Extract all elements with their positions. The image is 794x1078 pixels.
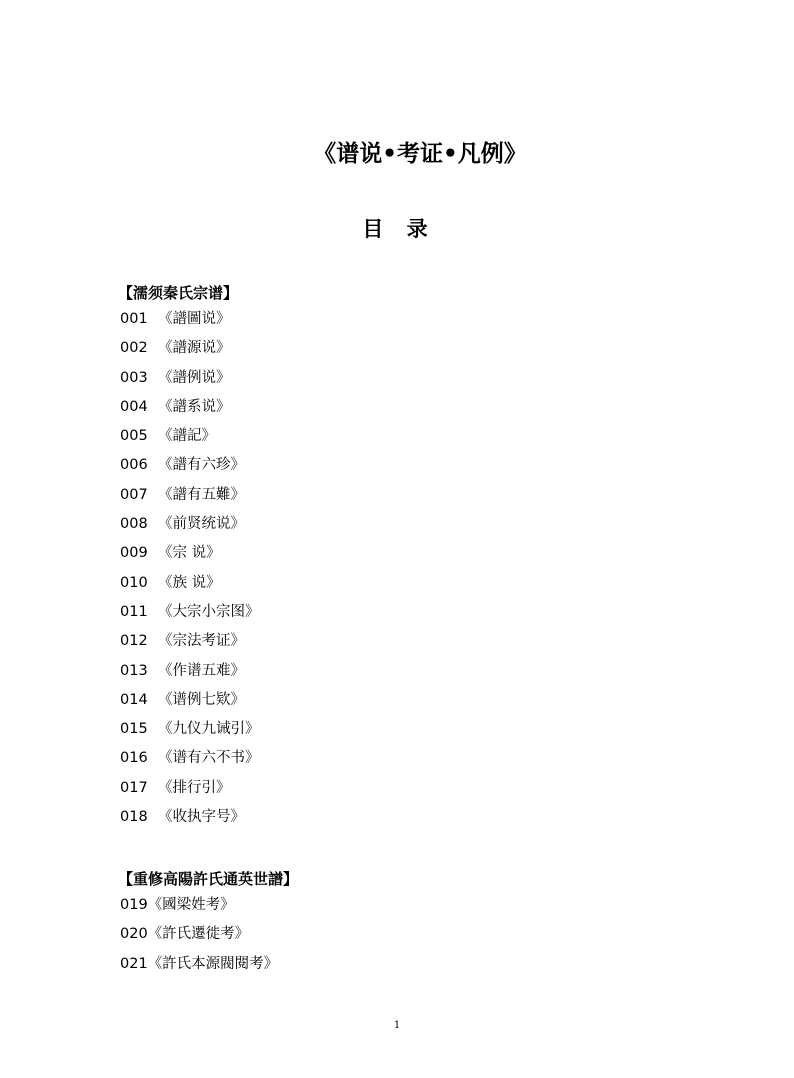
toc-entry-title: 《譜源说》 [158, 340, 231, 357]
toc-entry-number: 007 [120, 486, 148, 503]
toc-entry-number: 004 [120, 398, 148, 415]
toc-entry [120, 774, 720, 803]
toc-entry-number: 014 [120, 691, 148, 708]
section-heading: 【濡须秦氏宗谱】 [118, 284, 239, 302]
toc-entry [120, 569, 720, 598]
toc-entry-title: 《譜記》 [158, 428, 216, 445]
toc-entry-title: 《國梁姓考》 [147, 897, 235, 913]
toc-entry-number: 012 [120, 633, 148, 650]
toc-entry-title: 《谱例七欵》 [158, 691, 245, 708]
toc-entry-list [120, 305, 720, 832]
toc-entry [120, 744, 720, 773]
toc-entry [120, 686, 720, 715]
toc-entry-number: 006 [120, 457, 148, 474]
toc-entry-title: 《譜有六珍》 [158, 457, 245, 474]
toc-entry-number: 011 [120, 603, 148, 620]
toc-entry-title: 《族 说》 [158, 574, 221, 591]
toc-entry-number: 002 [120, 340, 148, 357]
toc-entry-number: 001 [120, 311, 148, 327]
toc-entry-list [120, 891, 720, 979]
toc-entry-title: 《排行引》 [158, 779, 231, 796]
toc-entry-title: 《許氏本源閥閱考》 [147, 955, 279, 972]
toc-entry [120, 334, 720, 363]
toc-entry [120, 891, 720, 920]
toc-entry [120, 364, 720, 393]
toc-entry [120, 950, 720, 979]
toc-entry-title: 《九仪九诫引》 [158, 721, 260, 738]
toc-entry-number: 018 [120, 809, 148, 826]
toc-entry [120, 510, 720, 539]
toc-entry-number: 005 [120, 428, 148, 445]
toc-entry-title: 《大宗小宗图》 [158, 603, 260, 620]
toc-entry [120, 920, 720, 949]
toc-entry-title: 《谱有六不书》 [158, 750, 260, 767]
toc-entry-number: 017 [120, 779, 148, 796]
toc-entry [120, 627, 720, 656]
section-xu-clan-genealogy [120, 867, 720, 979]
toc-entry [120, 422, 720, 451]
toc-entry [120, 803, 720, 832]
toc-entry [120, 657, 720, 686]
toc-entry-title: 《前贤统说》 [158, 516, 245, 533]
toc-entry-number: 020 [120, 926, 148, 943]
toc-entry-title: 《譜有五難》 [158, 486, 245, 503]
section-heading: 【重修高陽許氏通英世譜】 [118, 870, 299, 888]
toc-entry [120, 598, 720, 627]
toc-entry-number: 009 [120, 545, 148, 562]
toc-entry-title: 《譜系说》 [158, 398, 231, 415]
toc-entry-title: 《許氏遷徙考》 [147, 926, 250, 943]
toc-entry [120, 305, 720, 334]
toc-entry-title: 《宗法考证》 [158, 633, 245, 650]
page-number: 1 [393, 1020, 401, 1031]
toc-entry-number: 013 [120, 662, 148, 679]
toc-entry-number: 021 [120, 955, 148, 972]
toc-entry [120, 451, 720, 480]
toc-entry-number: 015 [120, 721, 148, 738]
toc-entry-number: 008 [120, 516, 148, 533]
table-of-contents-heading: 目 录 [362, 217, 436, 241]
toc-entry [120, 393, 720, 422]
toc-entry-number: 016 [120, 750, 148, 767]
toc-entry-number: 003 [120, 369, 148, 386]
toc-entry-number: 019 [120, 897, 148, 913]
section-qin-clan-genealogy [120, 281, 720, 832]
toc-entry-title: 《收执字号》 [158, 809, 245, 826]
document-title: 《谱说•考证•凡例》 [313, 141, 527, 167]
toc-entry-number: 010 [120, 574, 148, 591]
toc-entry [120, 715, 720, 744]
toc-entry-title: 《作谱五难》 [158, 662, 245, 679]
toc-entry-title: 《譜例说》 [158, 369, 231, 386]
toc-entry [120, 539, 720, 568]
toc-entry-title: 《宗 说》 [158, 545, 221, 562]
toc-entry [120, 481, 720, 510]
toc-entry-title: 《譜圖说》 [158, 311, 231, 327]
